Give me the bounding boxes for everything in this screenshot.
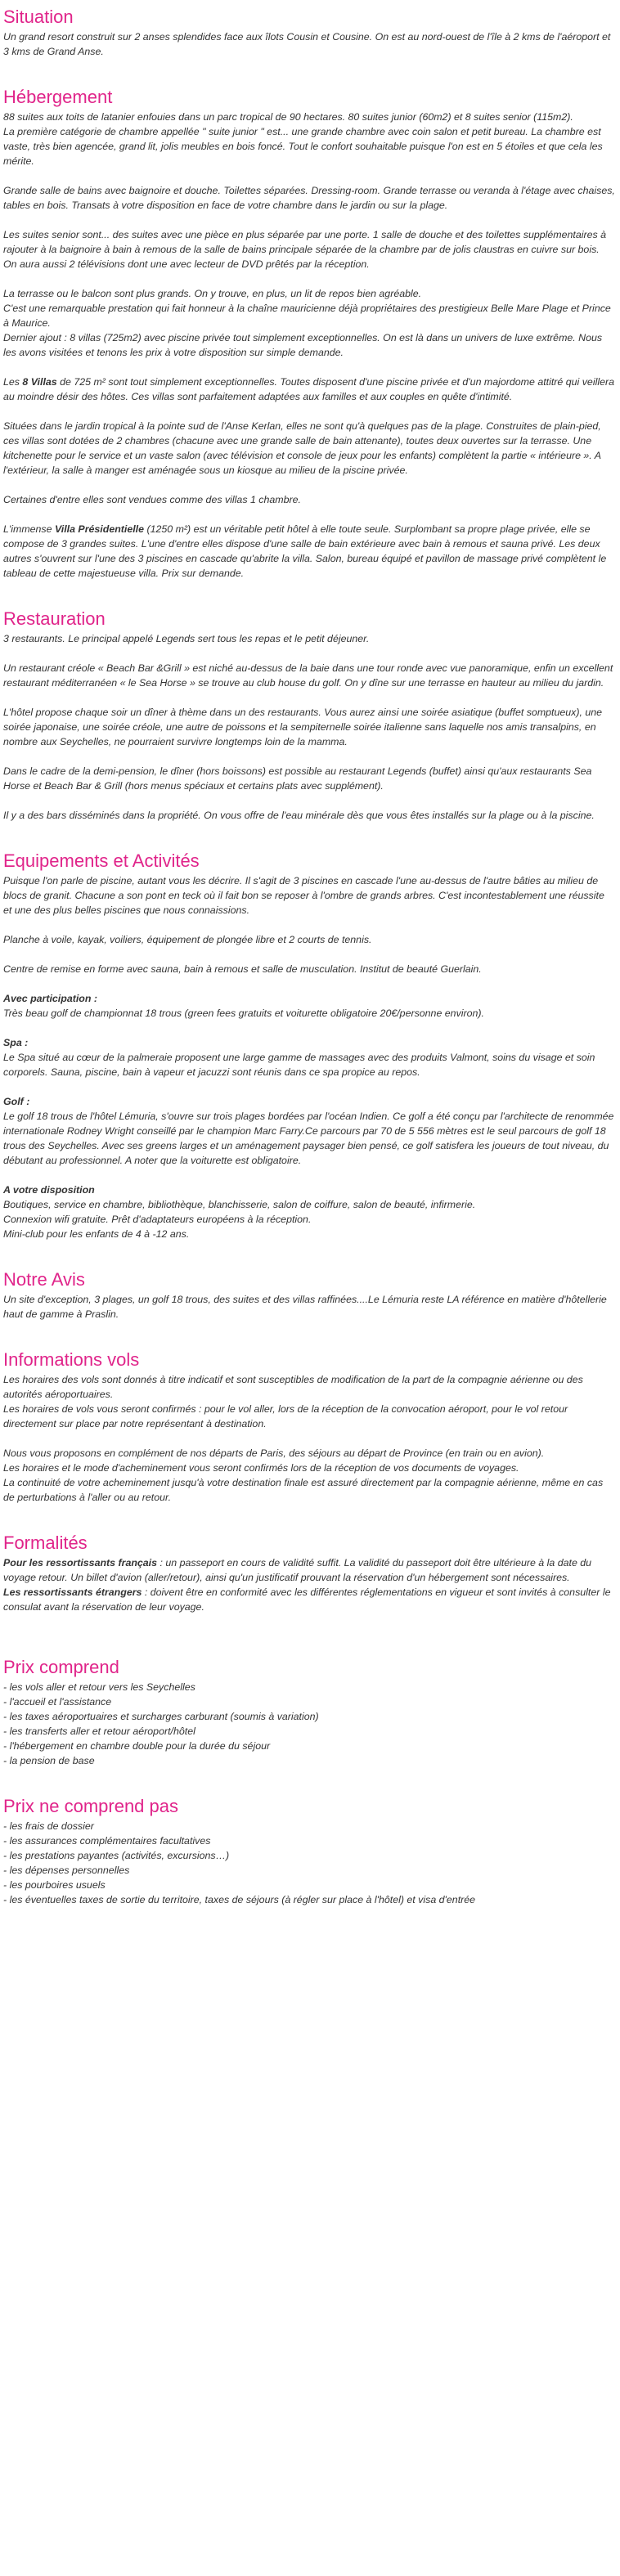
villas-text-c: de 725 m² sont tout simplement exceptionnelles. Toutes disposent d'une piscine privée et d'un majordome attitré qui veillera au moindre désir des hôtes. Ces villas sont parfaitement adaptées aux familles et aux couples en quête d'intimité. (3, 376, 614, 402)
section-title-prix-comprend: Prix comprend (3, 1657, 119, 1677)
hebergement-paragraph: Les suites senior sont... des suites avec une pièce en plus séparée par une porte. 1 salle de douche et des toilettes supplémentaires à rajouter à la baignoire à bain à remous de la salle de bains principale séparée de la chambre par de jolis claustras en cuivre sur bois. On aura aussi 2 télévisions dont une avec lecteur de DVD prêtés par la réception. (3, 229, 607, 270)
vols-paragraph: Les horaires et le mode d'acheminement vous seront confirmés lors de la réception de vos documents de voyages. (3, 1462, 519, 1474)
section-situation (3, 0, 615, 80)
hebergement-paragraph: Dernier ajout : 8 villas (725m2) avec piscine privée tout simplement exceptionnelles. On est là dans un univers de luxe extrême. Nous les avons visitées et tenons les prix à votre disposition sur simple demande. (3, 332, 603, 358)
list-item: - les vols aller et retour vers les Seychelles (3, 1681, 195, 1693)
formalites-etrangers (3, 1585, 615, 1614)
hebergement-paragraph: C'est une remarquable prestation qui fait honneur à la chaîne mauricienne déjà propriétaires des prestigieux Belle Mare Plage et Prince à Maurice. (3, 303, 611, 329)
restauration-paragraph: Dans le cadre de la demi-pension, le dîner (hors boissons) est possible au restaurant Legends (buffet) ainsi qu'aux restaurants Sea Horse et Beach Bar & Grill (hors menus spéciaux et certains plats avec supplément). (3, 765, 592, 792)
restauration-paragraph: Un restaurant créole « Beach Bar &Grill » est niché au-dessus de la baie dans une tour ronde avec vue panoramique, enfin un excellent restaurant méditerranéen « le Sea Horse » se trouve au club house du golf. On y dîne sur une terrasse en hauteur au milieu du jardin. (3, 662, 613, 689)
section-title-avis: Notre Avis (3, 1269, 85, 1290)
prix-ne-comprend-list (3, 1819, 615, 1907)
villas-paragraph (3, 375, 615, 404)
hebergement-paragraph: Grande salle de bains avec baignoire et douche. Toilettes séparées. Dressing-room. Grande terrasse ou veranda à l'étage avec chaises, tables en bois. Transats à votre disposition en face de votre chambre dans le jardin ou sur la plage. (3, 185, 615, 211)
equipements-paragraph: Boutiques, service en chambre, bibliothèque, blanchisserie, salon de coiffure, salon de beauté, infirmerie. (3, 1199, 476, 1210)
section-formalites (3, 1526, 615, 1650)
villas-text-a: Les (3, 376, 23, 388)
equipements-paragraph: Mini-club pour les enfants de 4 à -12 ans. (3, 1228, 190, 1240)
equipements-paragraph: Connexion wifi gratuite. Prêt d'adaptateurs européens à la réception. (3, 1214, 312, 1225)
list-item: - l'accueil et l'assistance (3, 1696, 112, 1708)
restauration-paragraph: 3 restaurants. Le principal appelé Legends sert tous les repas et le petit déjeuner. (3, 633, 370, 644)
list-item: - les prestations payantes (activités, excursions…) (3, 1850, 230, 1861)
equipements-paragraph: Centre de remise en forme avec sauna, bain à remous et salle de musculation. Institut de beauté Guerlain. (3, 963, 482, 975)
vols-paragraph: Les horaires de vols vous seront confirmés : pour le vol aller, lors de la réception de la convocation aéroport, pour le vol retour directement sur place par notre représentant à destination. (3, 1403, 568, 1429)
villas-bold: 8 Villas (22, 376, 57, 388)
equipements-paragraph: Planche à voile, kayak, voiliers, équipement de plongée libre et 2 courts de tennis. (3, 934, 372, 945)
golf-heading: Golf : (3, 1096, 30, 1107)
section-title-formalites: Formalités (3, 1533, 88, 1553)
hebergement-paragraph: 88 suites aux toits de latanier enfouies dans un parc tropical de 90 hectares. 80 suites junior (60m2) et 8 suites senior (115m2). (3, 111, 573, 123)
section-prix-ne-comprend (3, 1789, 615, 1907)
vp-text-c: (1250 m²) est un véritable petit hôtel à elle toute seule. Surplombant sa propre plage privée, elle se compose de 3 grandes suites. L'une d'entre elles dispose d'une salle de bain extérieure avec bain à remous et sauna privé. Les deux autres s'ouvrent sur l'une des 3 piscines en cascade qu'abrite la villa. Salon, bureau équipé et pavillon de massage privé complètent le tableau de cette majestueuse villa. Prix sur demande. (3, 523, 607, 579)
section-restauration (3, 602, 615, 844)
vp-bold: Villa Présidentielle (54, 523, 145, 535)
list-item: - les assurances complémentaires facultatives (3, 1835, 211, 1847)
hebergement-paragraph: La terrasse ou le balcon sont plus grands. On y trouve, en plus, un lit de repos bien agréable. (3, 288, 422, 299)
villa-presidentielle-paragraph (3, 522, 615, 581)
vols-paragraph: Nous vous proposons en complément de nos départs de Paris, des séjours au départ de Province (en train ou en avion). (3, 1447, 545, 1459)
spa-heading: Spa : (3, 1037, 29, 1048)
vp-text-a: L'immense (3, 523, 55, 535)
section-title-prix-ne-comprend: Prix ne comprend pas (3, 1796, 178, 1816)
section-avis (3, 1263, 615, 1343)
section-vols (3, 1343, 615, 1526)
hebergement-paragraph: Situées dans le jardin tropical à la pointe sud de l'Anse Kerlan, elles ne sont qu'à quelques pas de la plage. Construites de plain-pied, ces villas sont dotées de 2 chambres (chacune avec une grande salle de bain attenante), toutes deux ouvertes sur la terrasse. Une kitchenette pour le service et un vaste salon (avec télévision et console de jeux pour les enfants) complètent la partie « intérieure ». A l'extérieur, la salle à manger est aménagée sous un kiosque au milieu de la piscine privée. (3, 420, 601, 476)
situation-paragraph: Un grand resort construit sur 2 anses splendides face aux îlots Cousin et Cousine. On est au nord-ouest de l'île à 2 kms de l'aéroport et 3 kms de Grand Anse. (3, 31, 611, 57)
list-item: - les frais de dossier (3, 1820, 94, 1832)
section-hebergement (3, 80, 615, 602)
list-item: - les pourboires usuels (3, 1879, 106, 1891)
section-title-equipements: Equipements et Activités (3, 850, 200, 871)
section-equipements (3, 844, 615, 1263)
disposition-heading: A votre disposition (3, 1184, 95, 1196)
list-item: - les dépenses personnelles (3, 1865, 130, 1876)
section-title-situation: Situation (3, 7, 74, 27)
francais-text: : un passeport en cours de validité suffit. La validité du passeport doit être ultérieure à la date du voyage retour. Un billet d'avion (aller/retour), ainsi qu'un justificatif prouvant la réservation d'un hébergement sont nécessaires. (3, 1557, 592, 1583)
section-title-vols: Informations vols (3, 1349, 140, 1370)
list-item: - l'hébergement en chambre double pour la durée du séjour (3, 1740, 271, 1752)
section-title-hebergement: Hébergement (3, 87, 113, 107)
section-title-restauration: Restauration (3, 608, 106, 629)
restauration-paragraph: Il y a des bars disséminés dans la propriété. On vous offre de l'eau minérale dès que vous êtes installés sur la plage ou à la piscine. (3, 810, 595, 821)
restauration-paragraph: L'hôtel propose chaque soir un dîner à thème dans un des restaurants. Vous aurez ainsi une soirée asiatique (buffet somptueux), une soirée japonaise, une soirée créole, une autre de poissons et la sempiternelle soirée italienne sans laquelle nos amis transalpins, en nombre aux Seychelles, ne pourraient survivre longtemps loin de la mamma. (3, 707, 603, 747)
section-prix-comprend (3, 1650, 615, 1789)
equipements-paragraph: Le Spa situé au cœur de la palmeraie proposent une large gamme de massages avec des produits Valmont, soins du visage et soin corporels. Sauna, piscine, bain à vapeur et jacuzzi sont réunis dans ce spa propice au repos. (3, 1052, 595, 1078)
equipements-paragraph: Très beau golf de championnat 18 trous (green fees gratuits et voiturette obligatoire 20€/personne environ). (3, 1008, 484, 1019)
vols-paragraph: Les horaires des vols sont donnés à titre indicatif et sont susceptibles de modification de la part de la compagnie aérienne ou des autorités aéroportuaires. (3, 1374, 583, 1400)
francais-label: Pour les ressortissants français (3, 1557, 158, 1568)
formalites-francais (3, 1555, 615, 1585)
list-item: - les éventuelles taxes de sortie du territoire, taxes de séjours (à régler sur place à l'hôtel) et visa d'entrée (3, 1894, 476, 1905)
list-item: - les transferts aller et retour aéroport/hôtel (3, 1726, 195, 1737)
participation-heading: Avec participation : (3, 993, 97, 1004)
avis-paragraph: Un site d'exception, 3 plages, un golf 18 trous, des suites et des villas raffinées....Le Lémuria reste LA référence en matière d'hôtellerie haut de gamme à Praslin. (3, 1294, 607, 1320)
hebergement-paragraph: Certaines d'entre elles sont vendues comme des villas 1 chambre. (3, 494, 301, 505)
list-item: - la pension de base (3, 1755, 95, 1766)
vols-paragraph: La continuité de votre acheminement jusqu'à votre destination finale est assuré directement par la compagnie aérienne, même en cas de perturbations à l'aller ou au retour. (3, 1477, 604, 1503)
equipements-paragraph: Puisque l'on parle de piscine, autant vous les décrire. Il s'agit de 3 piscines en cascade l'une au-dessus de l'autre bâties au milieu de blocs de granit. Chacune a son pont en teck où il fait bon se reposer à l'ombre de grands arbres. C'est incontestablement une réussite et une des plus belles piscines que nous connaissions. (3, 875, 604, 916)
etrangers-label: Les ressortissants étrangers (3, 1586, 142, 1598)
etrangers-text: : doivent être en conformité avec les différentes réglementations en vigueur et sont invités à consulter le consulat avant la réservation de leur voyage. (3, 1586, 611, 1613)
prix-comprend-list (3, 1680, 615, 1768)
hebergement-paragraph: La première catégorie de chambre appellée " suite junior " est... une grande chambre avec coin salon et petit bureau. La chambre est vaste, très bien agencée, grand lit, jolis meubles en bois foncé. Tout le confort souhaitable puisque l'on est en 5 étoiles et que cela les mérite. (3, 126, 603, 167)
equipements-paragraph: Le golf 18 trous de l'hôtel Lémuria, s'ouvre sur trois plages bordées par l'océan Indien. Ce golf a été conçu par l'architecte de renommée internationale Rodney Wright conseillé par le champion Marc Farry.Ce parcours par 70 de 5 556 mètres est le seul parcours de golf 18 trous des Seychelles. Avec ses greens larges et un aménagement paysager bien pensé, ce golf satisfera les joueurs de tout niveau, du débutant au professionnel. A noter que la voiturette est obligatoire. (3, 1111, 614, 1166)
list-item: - les taxes aéroportuaires et surcharges carburant (soumis à variation) (3, 1711, 319, 1722)
